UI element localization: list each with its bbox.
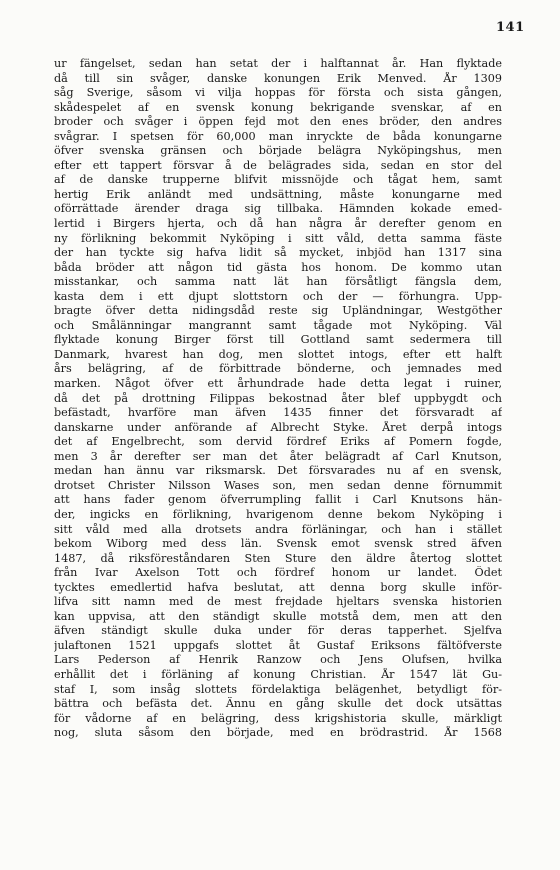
- text-line: bekom Wiborg med dess län. Svensk emot svensk stred äfven: [54, 537, 502, 551]
- text-line: af de danske trupperne blifvit missnöjde och tågat hem, samt: [54, 173, 502, 187]
- text-line: och Smålänningar mangrannt samt tågade mot Nyköping. Väl: [54, 318, 502, 332]
- text-line: 1487, då riksföreståndaren Sten Sture den äldre återtog slottet: [54, 551, 502, 565]
- text-line: oförrättade ärender draga sig tillbaka. Hämnden kokade emed-: [54, 202, 502, 216]
- text-line: staf I, som insåg slottets fördelaktiga belägenhet, betydligt för-: [54, 682, 502, 696]
- text-line: broder och svåger i öppen fejd mot den enes bröder, den andres: [54, 115, 502, 129]
- text-line: det af Engelbrecht, som dervid fördref Eriks af Pomern fogde,: [54, 435, 502, 449]
- text-line: kasta dem i ett djupt slottstorn och der — förhungra. Upp-: [54, 289, 502, 303]
- text-line: der han tyckte sig hafva lidit så mycket, inbjöd han 1317 sina: [54, 246, 502, 260]
- text-line: sitt våld med alla drotsets andra förläningar, och han i stället: [54, 522, 502, 536]
- text-line: lifva sitt namn med de mest frejdade hjeltars svenska historien: [54, 595, 502, 609]
- text-line: medan han ännu var riksmarsk. Det försvarades nu af en svensk,: [54, 464, 502, 478]
- text-line: flyktade konung Birger först till Gottland samt sedermera till: [54, 333, 502, 347]
- text-line: då det på drottning Filippas bekostnad åter blef uppbygdt och: [54, 391, 502, 405]
- text-line: från Ivar Axelson Tott och fördref honom ur landet. Ödet: [54, 566, 502, 580]
- body-text: [54, 57, 502, 741]
- text-line: marken. Något öfver ett århundrade hade detta legat i ruiner,: [54, 377, 502, 391]
- text-line: befästadt, hvarföre man äfven 1435 finner det försvaradt af: [54, 406, 502, 420]
- text-line: nog, sluta såsom den började, med en brödrastrid. År 1568: [54, 726, 502, 740]
- text-line: Lars Pederson af Henrik Ranzow och Jens Olufsen, hvilka: [54, 653, 502, 667]
- text-line: bättra och befästa det. Ännu en gång skulle det dock utsättas: [54, 697, 502, 711]
- text-line: att hans fader genom öfverrumpling fallit i Carl Knutsons hän-: [54, 493, 502, 507]
- text-line: hertig Erik anländt med undsättning, måste konungarne med: [54, 187, 502, 201]
- text-line: misstankar, och samma natt lät han försåtligt fängsla dem,: [54, 275, 502, 289]
- text-line: skådespelet af en svensk konung bekrigande svenskar, af en: [54, 100, 502, 114]
- text-line: bragte öfver detta nidingsdåd reste sig Upländningar, Westgöther: [54, 304, 502, 318]
- text-line: julaftonen 1521 uppgafs slottet åt Gustaf Eriksons fältöfverste: [54, 638, 502, 652]
- text-line: svågrar. I spetsen för 60,000 man inryckte de båda konungarne: [54, 129, 502, 143]
- text-line: efter ett tappert försvar å de belägrades sida, sedan en stor del: [54, 158, 502, 172]
- page-number: 141: [496, 20, 525, 35]
- text-line: såg Sverige, såsom vi vilja hoppas för första och sista gången,: [54, 86, 502, 100]
- text-line: men 3 år derefter ser man det åter belägradt af Carl Knutson,: [54, 449, 502, 463]
- text-line: erhållit det i förläning af konung Christian. År 1547 lät Gu-: [54, 667, 502, 681]
- text-line: års belägring, af de förbittrade bönderne, och jemnades med: [54, 362, 502, 376]
- text-line: danskarne under anförande af Albrecht Styke. Året derpå intogs: [54, 420, 502, 434]
- text-line: båda bröder att någon tid gästa hos honom. De kommo utan: [54, 260, 502, 274]
- text-line: öfver svenska gränsen och började belägra Nyköpingshus, men: [54, 144, 502, 158]
- text-line: der, ingicks en förlikning, hvarigenom denne bekom Nyköping i: [54, 507, 502, 521]
- text-line: äfven ständigt skulle duka under för deras tapperhet. Sjelfva: [54, 624, 502, 638]
- text-line: för vådorne af en belägring, dess krigshistoria skulle, märkligt: [54, 711, 502, 725]
- text-line: ur fängelset, sedan han setat der i halftannat år. Han flyktade: [54, 57, 502, 70]
- text-line: lertid i Birgers hjerta, och då han några år derefter genom en: [54, 217, 502, 231]
- text-line: Danmark, hvarest han dog, men slottet intogs, efter ett halft: [54, 347, 502, 361]
- text-line: då till sin svåger, danske konungen Erik Menved. År 1309: [54, 71, 502, 85]
- text-line: tycktes emedlertid hafva beslutat, att denna borg skulle inför-: [54, 580, 502, 594]
- text-line: ny förlikning bekommit Nyköping i sitt våld, detta samma fäste: [54, 231, 502, 245]
- text-line: kan uppvisa, att den ständigt skulle motstå dem, men att den: [54, 609, 502, 623]
- text-line: drotset Christer Nilsson Wases son, men sedan denne förnummit: [54, 478, 502, 492]
